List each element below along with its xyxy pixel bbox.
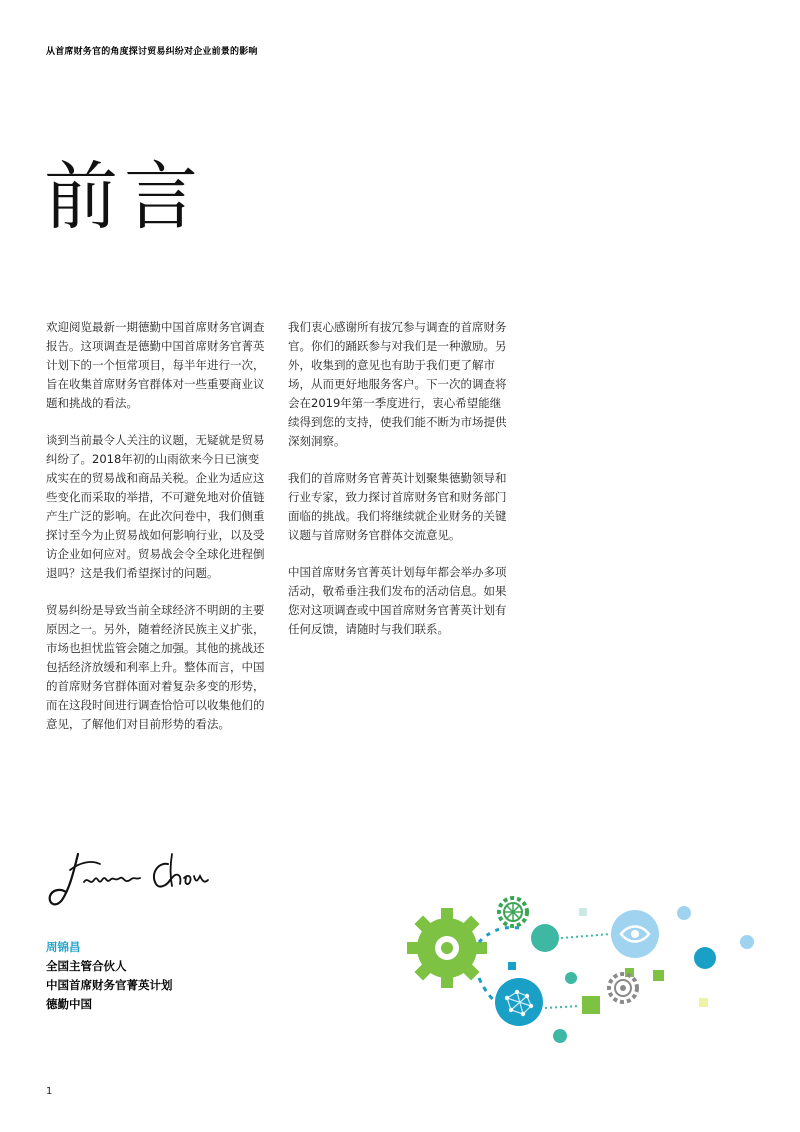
page-number: 1 <box>46 1086 53 1097</box>
left-column <box>46 318 268 752</box>
paragraph: 我们衷心感谢所有拔冗参与调查的首席财务官。你们的踊跃参与对我们是一种激励。另外，收集到的意见也有助于我们更了解市场，从而更好地服务客户。下一次的调查将会在2019年第一季度进行，衷心希望能继续得到您的支持，使我们能不断为市场提供深刻洞察。 <box>288 320 507 448</box>
signer-title: 全国主管合伙人 <box>46 959 127 973</box>
page-title: 前言 <box>44 154 204 240</box>
gear-icon <box>609 974 637 1002</box>
paragraph: 贸易纠纷是导致当前全球经济不明朗的主要原因之一。另外，随着经济民族主义扩张，市场也担忧监管会随之加强。其他的挑战还包括经济放缓和利率上升。整体而言，中国的首席财务官群体面对着复杂多变的形势，而在这段时间进行调查恰恰可以收集他们的意见，了解他们对目前形势的看法。 <box>46 603 265 731</box>
gear-icon <box>407 908 487 988</box>
signer-organization: 德勤中国 <box>46 997 92 1011</box>
right-column <box>288 318 510 657</box>
paragraph: 欢迎阅览最新一期德勤中国首席财务官调查报告。这项调查是德勤中国首席财务官菁英计划下的一个恒常项目，每半年进行一次，旨在收集首席财务官群体对一些重要商业议题和挑战的看法。 <box>46 320 265 410</box>
running-header: 从首席财务官的角度探讨贸易纠纷对企业前景的影响 <box>46 47 258 57</box>
paragraph: 我们的首席财务官菁英计划聚集德勤领导和行业专家，致力探讨首席财务官和财务部门面临的挑战。我们将继续就企业财务的关键议题与首席财务官群体交流意见。 <box>288 471 507 542</box>
network-icon <box>495 978 543 1026</box>
decorative-gears-graphic <box>395 880 775 1060</box>
paragraph: 谈到当前最令人关注的议题，无疑就是贸易纠纷了。2018年初的山雨欲来今日已演变成实在的贸易战和商品关税。企业为适应这些变化而采取的举措，不可避免地对价值链产生广泛的影响。在此次问卷中，我们侧重探讨至今为止贸易战如何影响行业，以及受访企业如何应对。贸易战会令全球化进程倒退吗？这是我们希望探讨的问题。 <box>46 433 265 580</box>
eye-icon <box>611 910 659 958</box>
handwritten-signature <box>40 840 220 920</box>
gear-icon <box>499 898 527 926</box>
signer-program: 中国首席财务官菁英计划 <box>46 978 173 992</box>
signer-name: 周锦昌 <box>46 940 81 954</box>
paragraph: 中国首席财务官菁英计划每年都会举办多项活动，敬希垂注我们发布的活动信息。如果您对这项调查或中国首席财务官菁英计划有任何反馈，请随时与我们联系。 <box>288 565 507 636</box>
signer-block <box>46 938 173 1014</box>
